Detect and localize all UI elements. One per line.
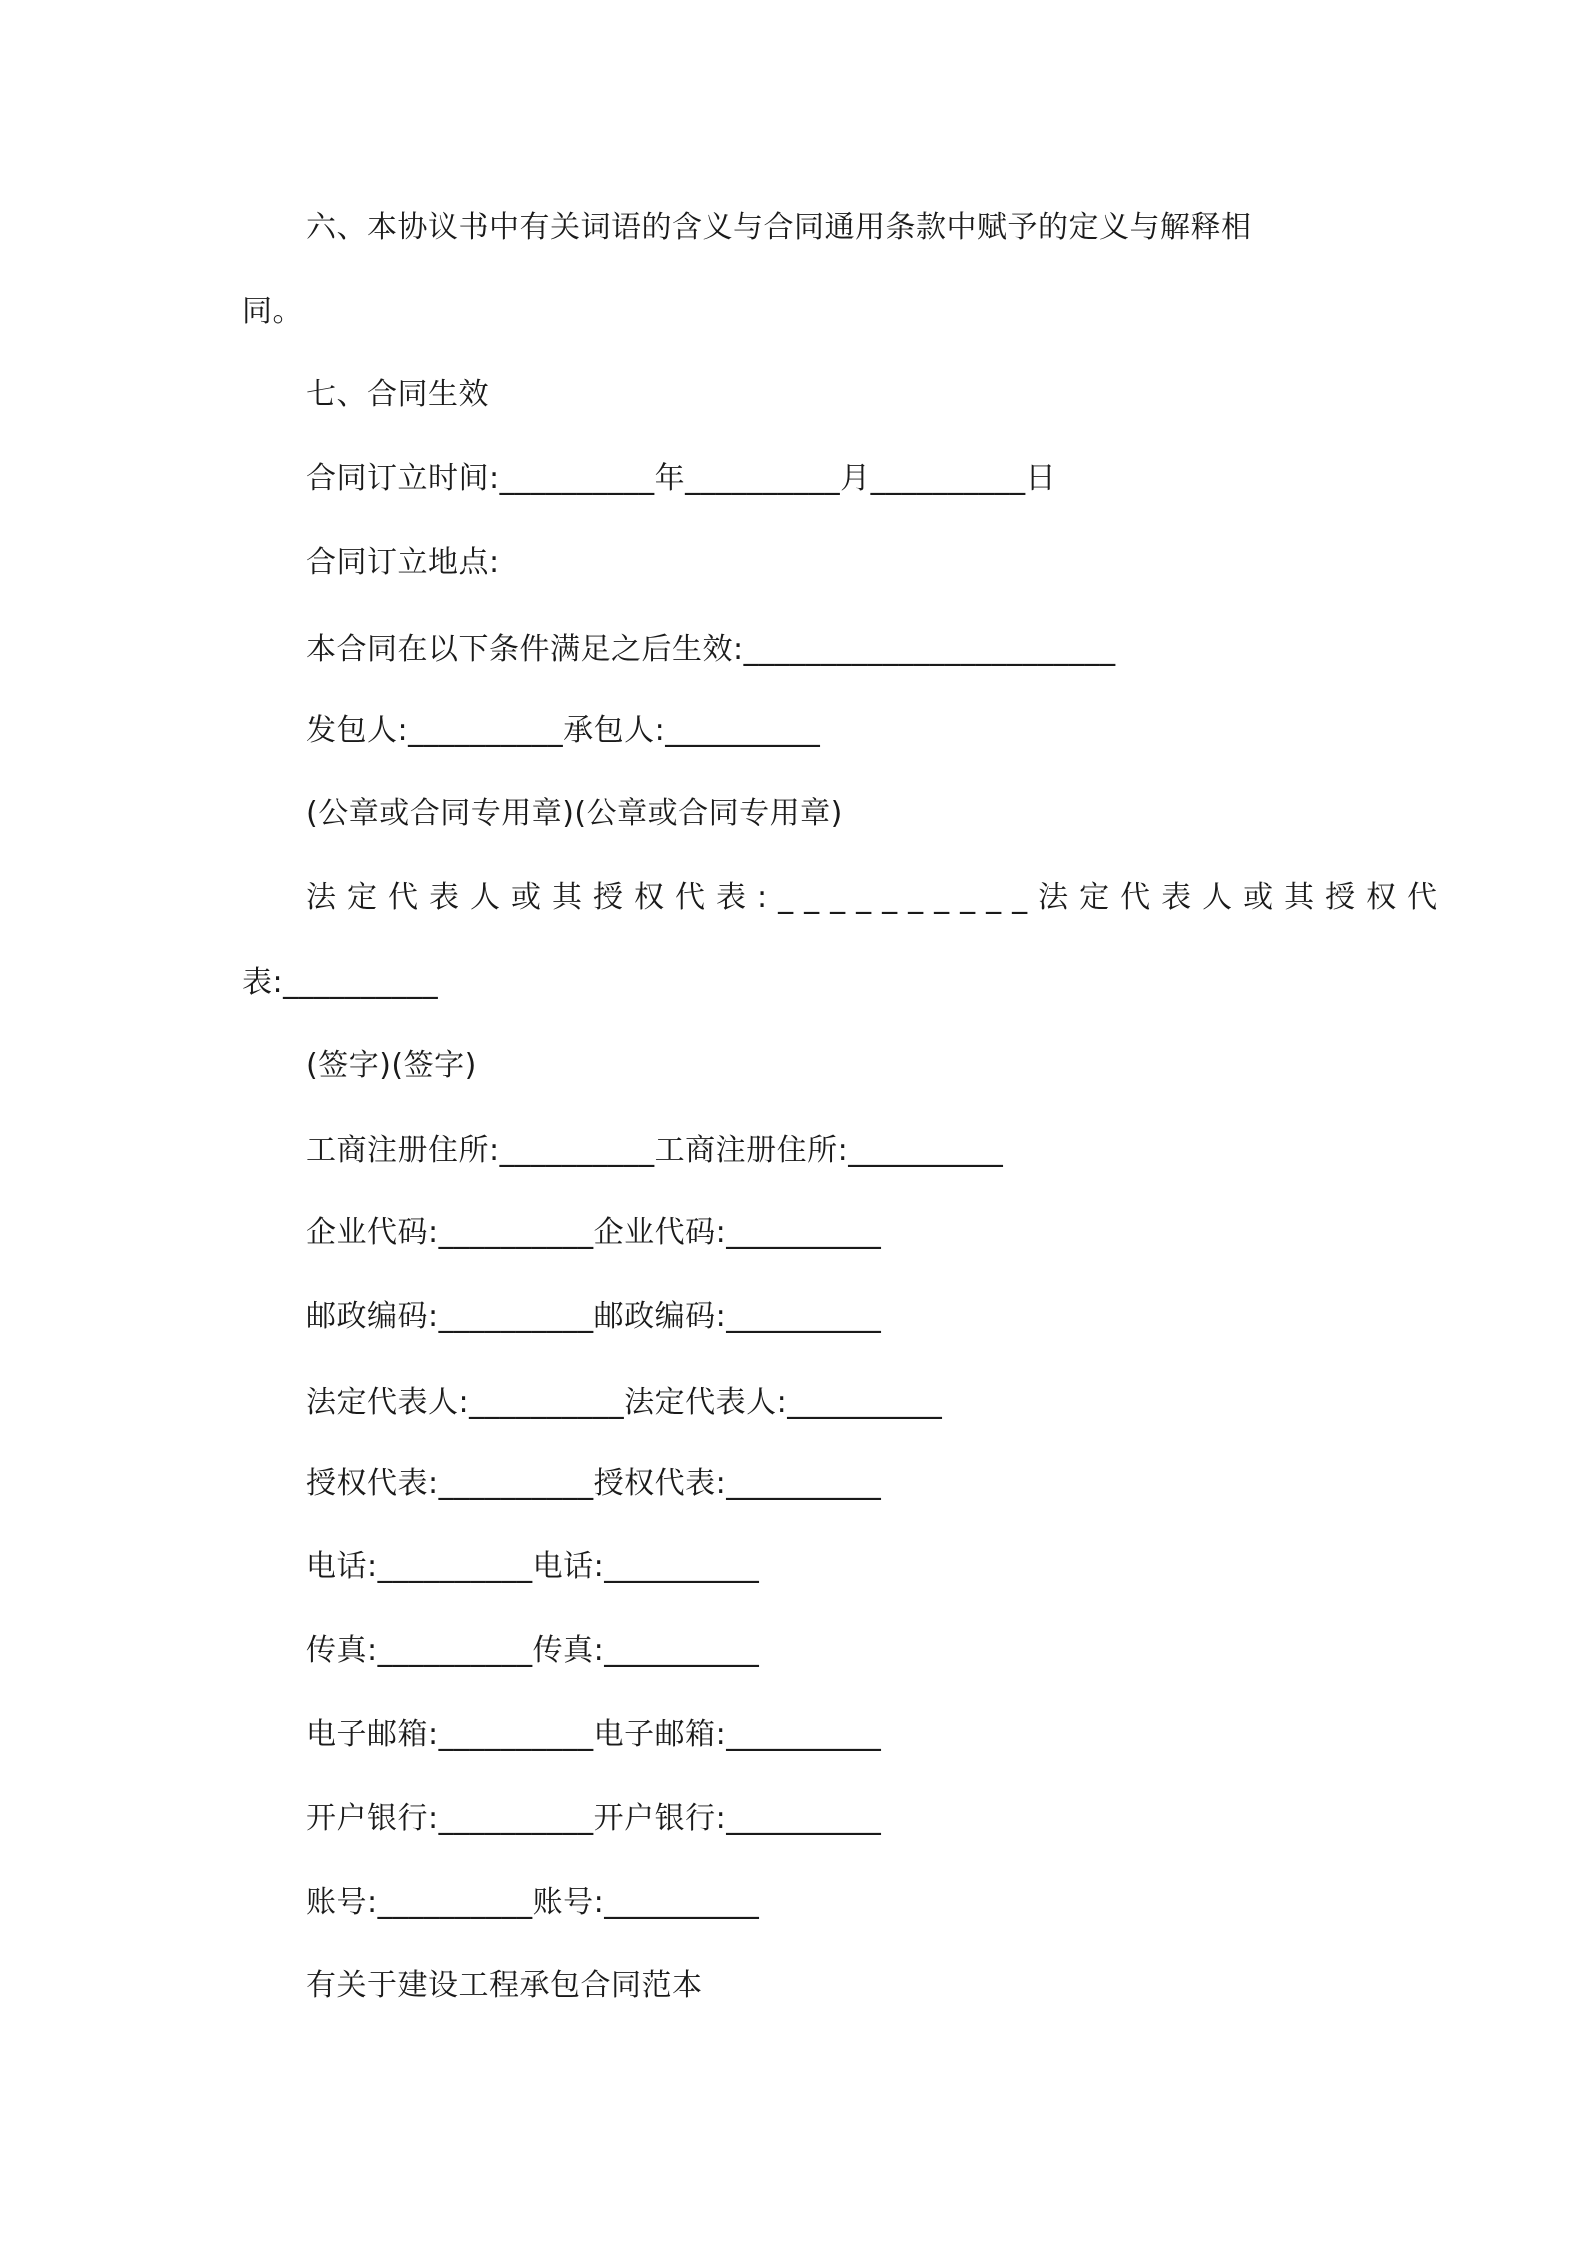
template-title-line: 有关于建设工程承包合同范本 (306, 1968, 703, 2003)
email-line: 电子邮箱:__________电子邮箱:__________ (306, 1717, 882, 1752)
account-line: 账号:__________账号:__________ (306, 1885, 760, 1920)
parties-line: 发包人:__________承包人:__________ (306, 713, 821, 748)
legal-representative-continuation: 表:__________ (242, 965, 439, 1000)
effective-condition-line: 本合同在以下条件满足之后生效:________________________ (306, 632, 1116, 667)
seal-line: (公章或合同专用章)(公章或合同专用章) (306, 796, 843, 831)
enterprise-code-line: 企业代码:__________企业代码:__________ (306, 1215, 882, 1250)
bank-line: 开户银行:__________开户银行:__________ (306, 1801, 882, 1836)
clause-six-text: 六、本协议书中有关词语的含义与合同通用条款中赋予的定义与解释相 (306, 210, 1252, 245)
postal-code-line: 邮政编码:__________邮政编码:__________ (306, 1299, 882, 1334)
phone-line: 电话:__________电话:__________ (306, 1549, 760, 1584)
registered-address-line: 工商注册住所:__________工商注册住所:__________ (306, 1133, 1004, 1168)
legal-person-line: 法定代表人:__________法定代表人:__________ (306, 1385, 943, 1420)
signing-place-line: 合同订立地点: (306, 545, 500, 580)
signature-line: (签字)(签字) (306, 1048, 477, 1083)
clause-six-continuation: 同。 (242, 294, 303, 329)
legal-representative-line: 法定代表人或其授权代表:__________法定代表人或其授权代 (306, 880, 1449, 915)
signing-date-line: 合同订立时间:__________年__________月__________日 (306, 461, 1057, 496)
fax-line: 传真:__________传真:__________ (306, 1633, 760, 1668)
clause-seven-heading: 七、合同生效 (306, 377, 489, 412)
authorized-representative-line: 授权代表:__________授权代表:__________ (306, 1466, 882, 1501)
